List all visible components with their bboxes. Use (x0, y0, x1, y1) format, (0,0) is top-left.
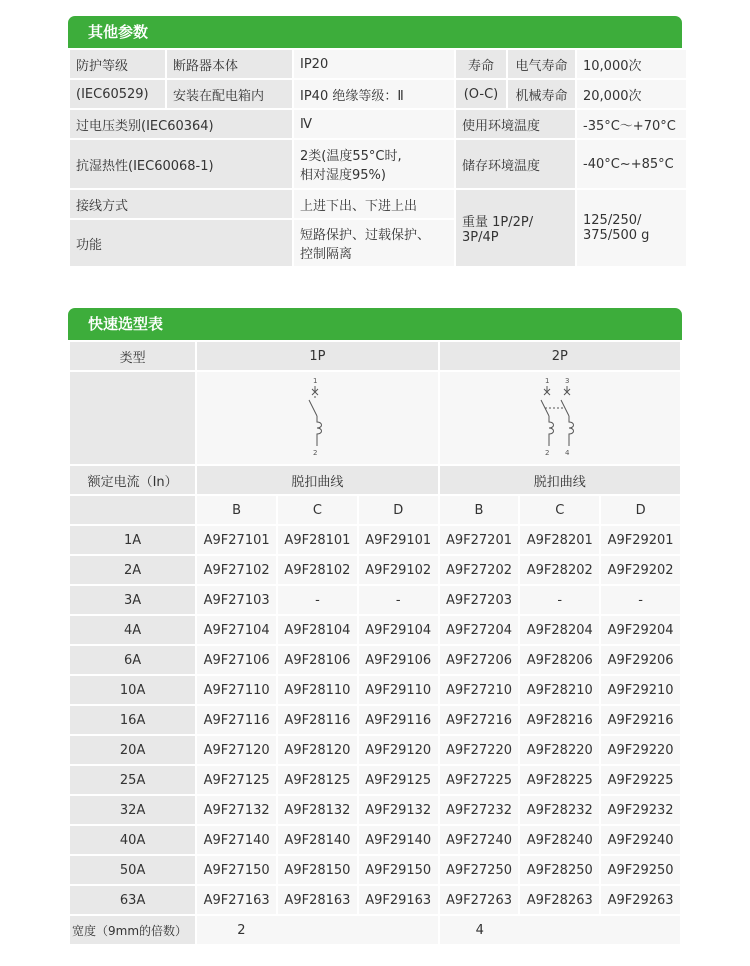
curve-type: B (440, 496, 519, 524)
param-label: (O-C) (456, 80, 506, 108)
model-code: A9F29204 (601, 616, 680, 644)
param-value (577, 190, 686, 266)
model-code: A9F28101 (278, 526, 357, 554)
model-code: A9F29263 (601, 886, 680, 914)
rated-current: 63A (70, 886, 195, 914)
table-row (70, 616, 680, 644)
pole-1p-label: 1P (197, 342, 437, 370)
model-code: A9F28104 (278, 616, 357, 644)
terminal-label: 3 (564, 377, 570, 385)
curve-label-1p: 脱扣曲线 (197, 466, 437, 494)
model-code: A9F27204 (440, 616, 519, 644)
model-code: A9F27110 (197, 676, 276, 704)
model-code: A9F27232 (440, 796, 519, 824)
model-code: A9F27203 (440, 586, 519, 614)
model-code: A9F29120 (359, 736, 438, 764)
diagram-blank (70, 372, 195, 464)
model-code: A9F27116 (197, 706, 276, 734)
terminal-label: 1 (313, 377, 318, 385)
model-code: A9F27250 (440, 856, 519, 884)
curve-label-2p: 脱扣曲线 (440, 466, 680, 494)
model-code: A9F28204 (520, 616, 599, 644)
terminal-label: 2 (544, 449, 550, 457)
model-code: A9F27201 (440, 526, 519, 554)
model-code: A9F29101 (359, 526, 438, 554)
param-value: IP40 绝缘等级：Ⅱ (294, 80, 454, 108)
table-row (70, 886, 680, 914)
param-value-line: 短路保护、过载保护、 (300, 228, 431, 243)
curve-type: C (278, 496, 357, 524)
rated-current: 10A (70, 676, 195, 704)
param-label: 功能 (70, 220, 292, 266)
model-code: A9F28201 (520, 526, 599, 554)
model-code: A9F29210 (601, 676, 680, 704)
model-code: A9F28210 (520, 676, 599, 704)
curve-type: D (359, 496, 438, 524)
param-label: 电气寿命 (508, 50, 575, 78)
model-code: A9F28110 (278, 676, 357, 704)
model-code: A9F28216 (520, 706, 599, 734)
terminal-label: 2 (313, 449, 318, 457)
model-code: A9F28120 (278, 736, 357, 764)
rated-current-label: 额定电流（In） (70, 466, 195, 494)
param-value: 10,000次 (577, 50, 686, 78)
model-code: A9F29225 (601, 766, 680, 794)
params-row (70, 110, 686, 138)
model-code: A9F28202 (520, 556, 599, 584)
params-table (68, 48, 688, 268)
param-label: (IEC60529) (70, 80, 165, 108)
model-code: A9F29220 (601, 736, 680, 764)
model-code: A9F27103 (197, 586, 276, 614)
param-label: 断路器本体 (167, 50, 292, 78)
diagram-1p-cell (197, 372, 437, 464)
selection-header: 快速选型表 (68, 308, 682, 340)
model-code: A9F29163 (359, 886, 438, 914)
model-code: A9F27106 (197, 646, 276, 674)
table-row (70, 676, 680, 704)
model-code: A9F29150 (359, 856, 438, 884)
params-row (70, 80, 686, 108)
model-code: A9F28225 (520, 766, 599, 794)
width-1p-value: 2 (197, 916, 437, 944)
param-value: Ⅳ (294, 110, 454, 138)
model-code: A9F28250 (520, 856, 599, 884)
model-code: A9F28232 (520, 796, 599, 824)
rated-current: 25A (70, 766, 195, 794)
table-row (70, 556, 680, 584)
param-value (294, 140, 454, 188)
params-row (70, 190, 686, 218)
model-code: A9F27163 (197, 886, 276, 914)
table-row (70, 766, 680, 794)
model-code: A9F29110 (359, 676, 438, 704)
param-label: 安装在配电箱内 (167, 80, 292, 108)
rated-current: 2A (70, 556, 195, 584)
params-card (68, 16, 682, 268)
model-code: A9F27210 (440, 676, 519, 704)
rated-current: 3A (70, 586, 195, 614)
table-row (70, 736, 680, 764)
table-row (70, 796, 680, 824)
param-label: 使用环境温度 (456, 110, 575, 138)
param-label-line: 重量 1P/2P/ (462, 215, 534, 230)
rated-current: 16A (70, 706, 195, 734)
pole-2p-label: 2P (440, 342, 680, 370)
model-code: A9F29240 (601, 826, 680, 854)
params-row (70, 140, 686, 188)
rated-current: 6A (70, 646, 195, 674)
model-code: A9F29102 (359, 556, 438, 584)
model-code: A9F28140 (278, 826, 357, 854)
param-label: 储存环境温度 (456, 140, 575, 188)
model-code: A9F27206 (440, 646, 519, 674)
curve-blank (70, 496, 195, 524)
param-label: 防护等级 (70, 50, 165, 78)
model-code: A9F29201 (601, 526, 680, 554)
model-code: A9F28150 (278, 856, 357, 884)
param-label: 过电压类别(IEC60364) (70, 110, 292, 138)
model-code: A9F28206 (520, 646, 599, 674)
model-code: A9F28220 (520, 736, 599, 764)
model-code: A9F29104 (359, 616, 438, 644)
curve-header-row (70, 466, 680, 494)
model-code: A9F29140 (359, 826, 438, 854)
model-code: A9F27101 (197, 526, 276, 554)
model-code: A9F29250 (601, 856, 680, 884)
model-code: A9F28240 (520, 826, 599, 854)
width-2p-value: 4 (440, 916, 680, 944)
table-row (70, 706, 680, 734)
model-code: A9F27120 (197, 736, 276, 764)
diagram-row (70, 372, 680, 464)
model-code: A9F27263 (440, 886, 519, 914)
table-row (70, 826, 680, 854)
terminal-label: 4 (564, 449, 570, 457)
rated-current: 1A (70, 526, 195, 554)
param-value-line: 相对湿度95%) (300, 168, 386, 183)
model-code: A9F29216 (601, 706, 680, 734)
model-code: A9F27202 (440, 556, 519, 584)
table-row (70, 856, 680, 884)
model-code: A9F27140 (197, 826, 276, 854)
model-code: - (520, 586, 599, 614)
model-code: A9F29116 (359, 706, 438, 734)
rated-current: 4A (70, 616, 195, 644)
model-code: - (278, 586, 357, 614)
curve-type: C (520, 496, 599, 524)
selection-card (68, 308, 682, 946)
curve-types-row (70, 496, 680, 524)
model-code: A9F29132 (359, 796, 438, 824)
model-code: A9F27240 (440, 826, 519, 854)
model-code: A9F27150 (197, 856, 276, 884)
model-code: A9F28263 (520, 886, 599, 914)
model-code: A9F28125 (278, 766, 357, 794)
table-row (70, 646, 680, 674)
type-label: 类型 (70, 342, 195, 370)
param-value: IP20 (294, 50, 454, 78)
model-code: A9F29206 (601, 646, 680, 674)
model-code: A9F27225 (440, 766, 519, 794)
selection-table (68, 340, 682, 946)
model-code: A9F28106 (278, 646, 357, 674)
param-value-line: 125/250/ (583, 213, 642, 228)
model-code: A9F29106 (359, 646, 438, 674)
param-value-line: 2类(温度55°C时, (300, 149, 402, 164)
params-row (70, 50, 686, 78)
param-label: 机械寿命 (508, 80, 575, 108)
curve-type: B (197, 496, 276, 524)
param-label-line: 3P/4P (462, 230, 499, 245)
breaker-1p-symbol-icon (297, 374, 337, 458)
model-code: A9F27220 (440, 736, 519, 764)
terminal-label: 1 (544, 377, 550, 385)
curve-type: D (601, 496, 680, 524)
param-value: 上进下出、下进上出 (294, 190, 454, 218)
param-value: -40°C~+85°C (577, 140, 686, 188)
param-value: -35°C～+70°C (577, 110, 686, 138)
rated-current: 32A (70, 796, 195, 824)
model-code: A9F28163 (278, 886, 357, 914)
model-code: - (601, 586, 680, 614)
model-code: - (359, 586, 438, 614)
width-row (70, 916, 680, 944)
model-code: A9F27104 (197, 616, 276, 644)
width-label: 宽度（9mm的倍数） (70, 916, 195, 944)
rated-current: 50A (70, 856, 195, 884)
model-code: A9F27216 (440, 706, 519, 734)
param-label: 寿命 (456, 50, 506, 78)
param-value: 20,000次 (577, 80, 686, 108)
breaker-2p-symbol-icon (535, 374, 585, 458)
table-row (70, 586, 680, 614)
model-code: A9F27102 (197, 556, 276, 584)
model-code: A9F28132 (278, 796, 357, 824)
model-code: A9F27132 (197, 796, 276, 824)
model-code: A9F29232 (601, 796, 680, 824)
params-header: 其他参数 (68, 16, 682, 48)
model-code: A9F28102 (278, 556, 357, 584)
param-label (456, 190, 575, 266)
table-row (70, 526, 680, 554)
diagram-2p-cell (440, 372, 680, 464)
model-code: A9F28116 (278, 706, 357, 734)
selection-body (70, 526, 680, 914)
model-code: A9F29125 (359, 766, 438, 794)
type-row (70, 342, 680, 370)
param-value-line: 375/500 g (583, 228, 650, 243)
model-code: A9F29202 (601, 556, 680, 584)
model-code: A9F27125 (197, 766, 276, 794)
param-label: 接线方式 (70, 190, 292, 218)
rated-current: 40A (70, 826, 195, 854)
param-value-line: 控制隔离 (300, 247, 353, 262)
rated-current: 20A (70, 736, 195, 764)
param-value (294, 220, 454, 266)
param-label: 抗湿热性(IEC60068-1) (70, 140, 292, 188)
